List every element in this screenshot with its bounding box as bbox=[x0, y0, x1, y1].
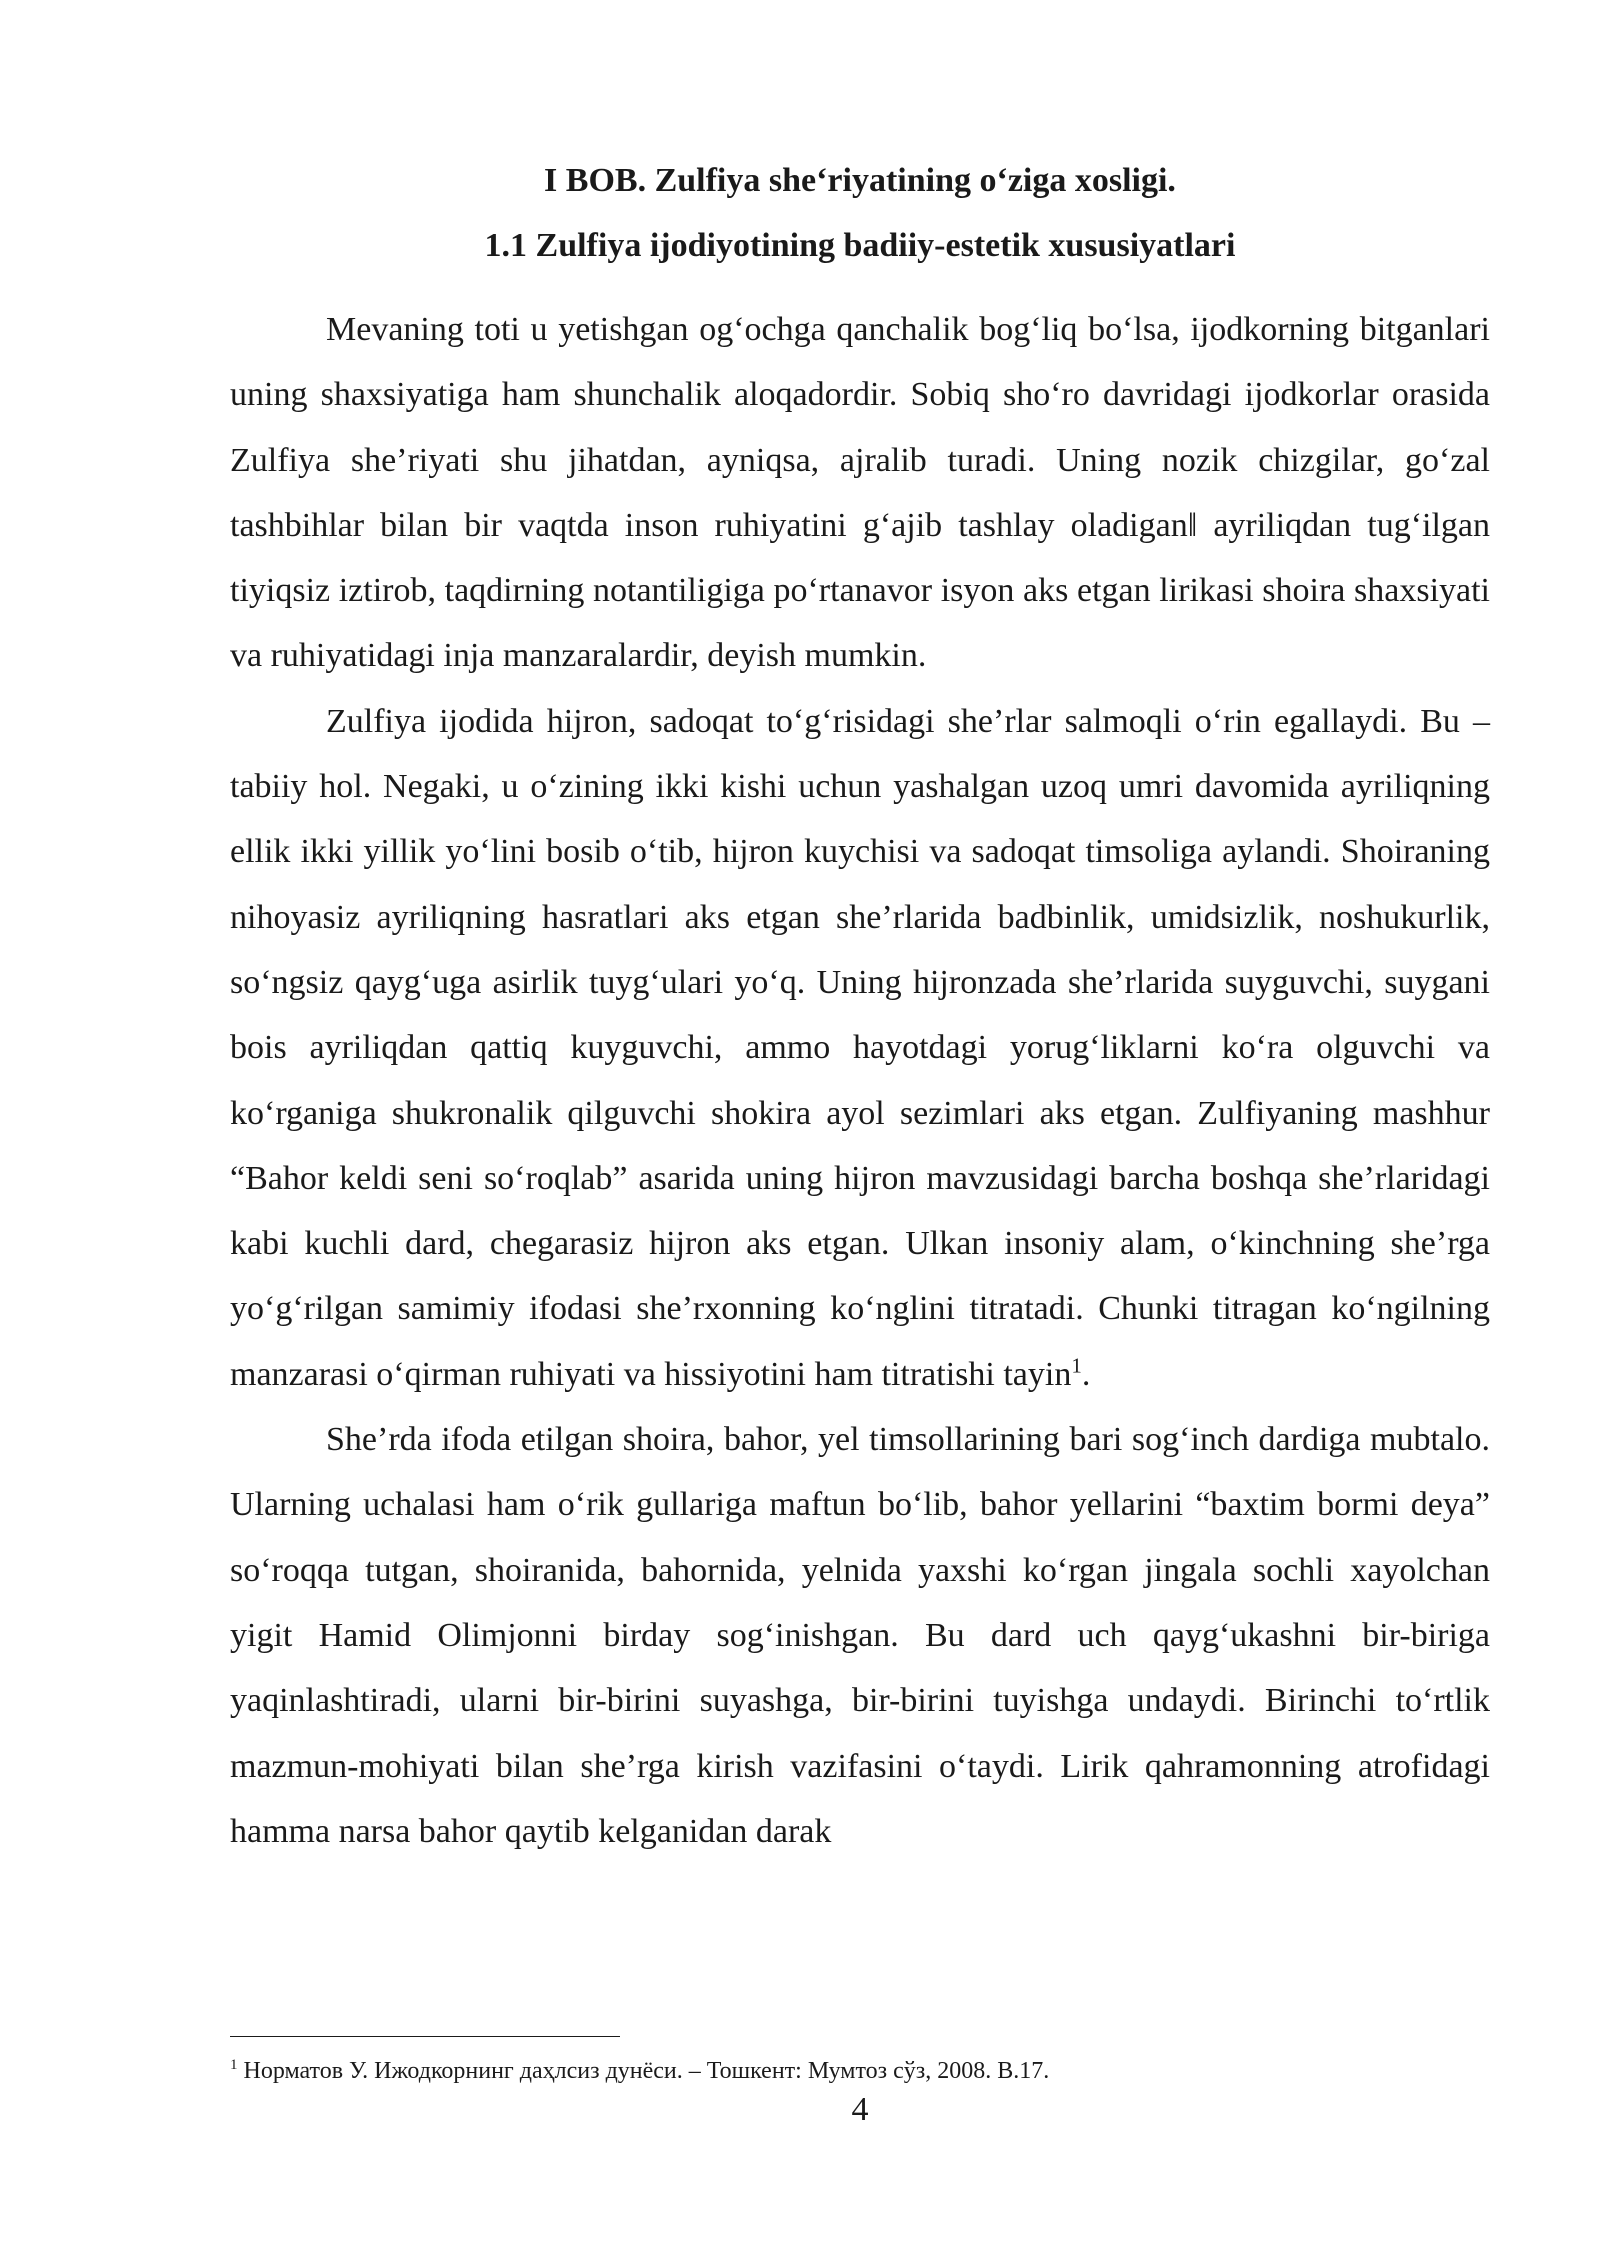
paragraph-3-text: She’rda ifoda etilgan shoira, bahor, yel timsollarining bari sog‘inch dardiga mubtalo. Ularning uchalasi ham o‘rik gullariga maftun bo‘lib, bahor yellarini “baxtim bormi deya” so‘roqqa tutgan, shoiranida, bahornida, yelnida yaxshi ko‘rgan jingala sochli xayolchan yigit Hamid Olimjonni birday sog‘inishgan. Bu dard uch qayg‘ukashni bir-biriga yaqinlashtiradi, ularni bir-birini suyashga, bir-birini tuyishga undaydi. Birinchi to‘rtlik mazmun-mohiyati bilan she’rga kirish vazifasini o‘taydi. Lirik qahramonning atrofidagi hamma narsa bahor qaytib kelganidan darak bbox=[230, 1421, 1490, 1850]
heading-block bbox=[230, 148, 1490, 278]
paragraph-1-text: Mevaning toti u yetishgan og‘ochga qanchalik bog‘liq bo‘lsa, ijodkorning bitganlari uning shaxsiyatiga ham shunchalik aloqadordir. Sobiq sho‘ro davridagi ijodkorlar orasida Zulfiya she’riyati shu jihatdan, ayniqsa, ajralib turadi. Uning nozik chizgilar, go‘zal tashbihlar bilan bir vaqtda inson ruhiyatini g‘ajib tashlay oladigan‖ ayriliqdan tug‘ilgan tiyiqsiz iztirob, taqdirning notantiligiga po‘rtanavor isyon aks etgan lirikasi shoira shaxsiyati va ruhiyatidagi inja manzaralardir, deyish mumkin. bbox=[230, 311, 1490, 675]
footnote-text: Норматов У. Ижодкорнинг даҳлсиз дунёси. – Тошкент: Мумтоз сўз, 2008. B.17. bbox=[243, 2058, 1050, 2084]
paragraph-3 bbox=[230, 1407, 1490, 1864]
chapter-title: I BOB. Zulfiya she‘riyatining o‘ziga xosligi. bbox=[544, 162, 1176, 199]
paragraph-2-text: Zulfiya ijodida hijron, sadoqat to‘g‘risidagi she’rlar salmoqli o‘rin egallaydi. Bu – tabiiy hol. Negaki, u o‘zining ikki kishi uchun yashalgan uzoq umri davomida ayriliqning ellik ikki yillik yo‘lini bosib o‘tib, hijron kuychisi va sadoqat timsoliga aylandi. Shoiraning nihoyasiz ayriliqning hasratlari aks etgan she’rlarida badbinlik, umidsizlik, noshukurlik, so‘ngsiz qayg‘uga asirlik tuyg‘ulari yo‘q. Uning hijronzada she’rlarida suyguvchi, suygani bois ayriliqdan qattiq kuyguvchi, ammo hayotdagi yorug‘liklarni ko‘ra olguvchi va ko‘rganiga shukronalik qilguvchi shokira ayol sezimlari aks etgan. Zulfiyaning mashhur “Bahor keldi seni so‘roqlab” asarida uning hijron mavzusidagi barcha boshqa she’rlaridagi kabi kuchli dard, chegarasiz hijron aks etgan. Ulkan insoniy alam, o‘kinchning she’rga yo‘g‘rilgan samimiy ifodasi she’rxonning ko‘nglini titratadi. Chunki titragan ko‘ngilning manzarasi o‘qirman ruhiyati va hissiyotini ham titratishi tayin bbox=[230, 702, 1490, 1393]
footnote-reference[interactable]: 1 bbox=[1071, 1353, 1082, 1378]
paragraph-2-tail: . bbox=[1081, 1355, 1091, 1393]
paragraph-2 bbox=[230, 689, 1490, 1407]
body-text bbox=[230, 297, 1490, 1864]
paragraph-1 bbox=[230, 297, 1490, 689]
page-number: 4 bbox=[851, 2091, 869, 2128]
footnote-separator bbox=[230, 2036, 620, 2037]
footnote-marker: 1 bbox=[230, 2057, 238, 2073]
section-title: 1.1 Zulfiya ijodiyotining badiiy-estetik xususiyatlari bbox=[484, 227, 1236, 264]
footnote bbox=[230, 2056, 1490, 2086]
